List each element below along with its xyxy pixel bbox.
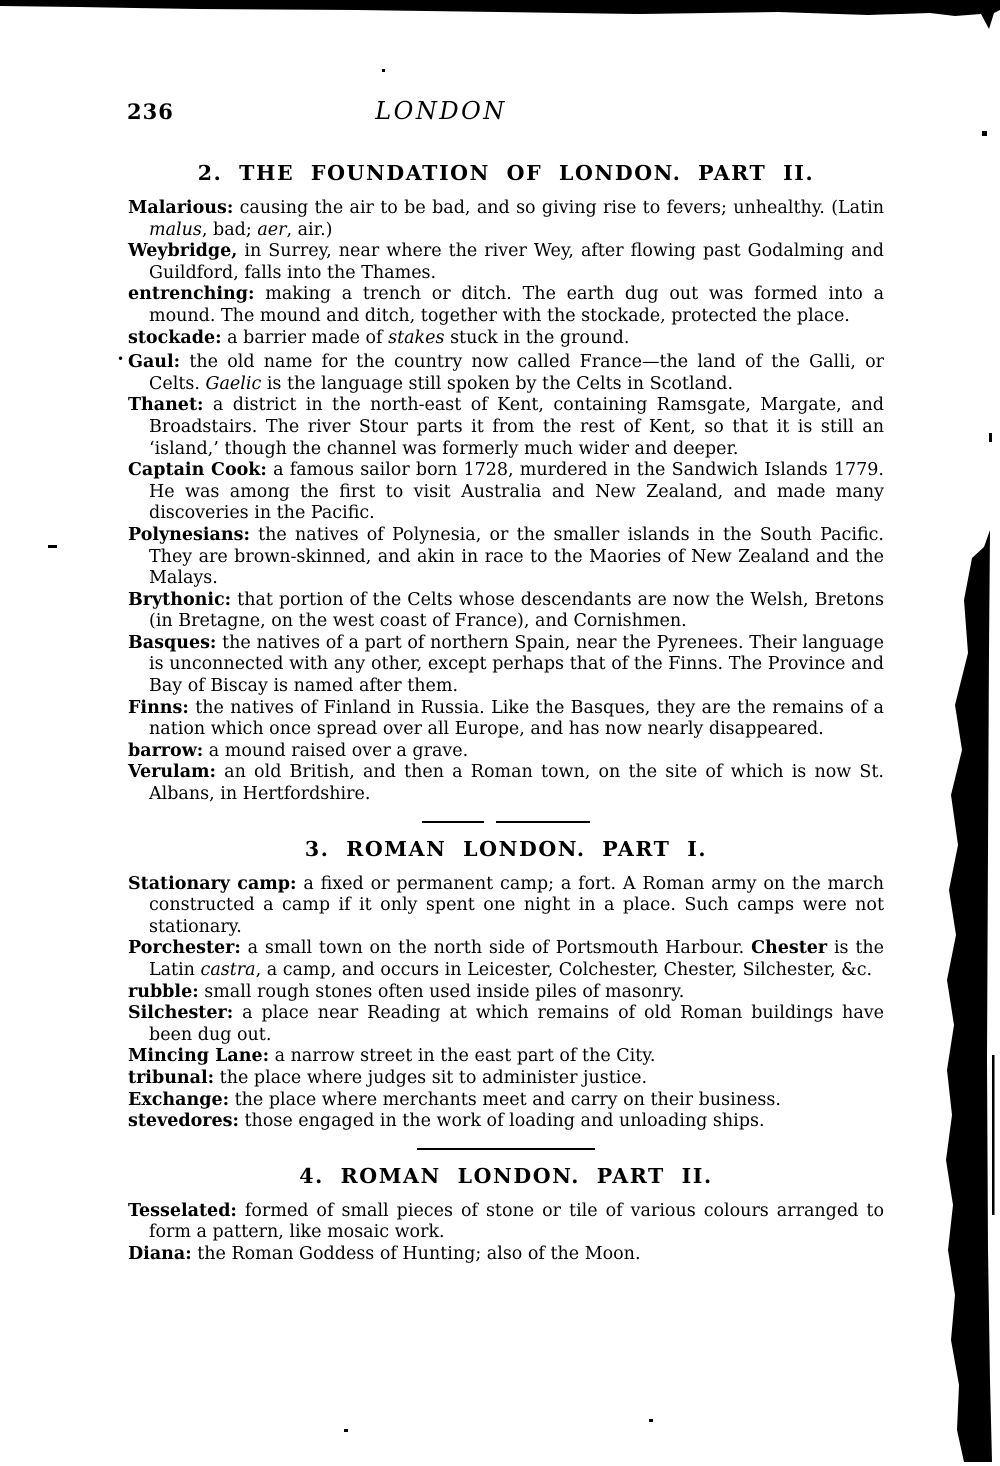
entry-text: the natives of Polynesia, or the smaller islands in the South Pacific. They are brown-skinned, and akin in race to the Maories of New Zealand and the Malays. (149, 524, 884, 589)
entry-text: a district in the north-east of Kent, containing Ramsgate, Margate, and Broadstairs. The river Stour parts it from the rest of Kent, so that it is still an ‘island,’ though the channel was formerly much wider and deeper. (149, 395, 884, 459)
entry-term: Silchester: (128, 1003, 234, 1024)
entry-term: Tesselated: (128, 1200, 237, 1221)
glossary-entry (128, 982, 884, 1004)
scan-speck (344, 1429, 348, 1432)
entry-term: rubble: (128, 981, 199, 1002)
scan-speck (48, 545, 57, 548)
glossary-entry (128, 525, 884, 590)
entry-text: a narrow street in the east part of the City. (269, 1046, 656, 1067)
section-heading: 3. ROMAN LONDON. PART I. (304, 836, 708, 861)
entry-text: the old name for the country now called France—the land of the Galli, or Celts. (149, 352, 884, 394)
glossary-entry (128, 938, 884, 981)
entry-text: , air.) (286, 219, 333, 240)
entry-text: a place near Reading at which remains of old Roman buildings have been dug out. (149, 1003, 884, 1045)
glossary-entry (128, 633, 884, 698)
glossary-entry (128, 1003, 884, 1046)
entry-text: an old British, and then a Roman town, on the site of which is now St. Albans, in Hertfordshire. (149, 762, 884, 805)
entry-term: Basques: (128, 632, 217, 653)
glossary-entry (128, 284, 884, 327)
entry-text: a barrier made of (221, 327, 389, 348)
glossary-entry (128, 590, 884, 633)
entry-term: Captain Cook: (128, 460, 267, 481)
scan-artifact-thin-line (992, 1055, 995, 1215)
glossary-entry (128, 1111, 884, 1133)
entry-text: , a camp, and occurs in Leicester, Colchester, Chester, Silchester, &c. (255, 960, 873, 980)
entry-term: Chester (751, 938, 828, 959)
entry-text: small rough stones often used inside piles of masonry. (198, 981, 685, 1002)
section-heading: 4. ROMAN LONDON. PART II. (299, 1163, 713, 1188)
glossary-entry (128, 198, 884, 241)
glossary-entry (128, 1068, 884, 1090)
entry-text: a mound raised over a grave. (203, 740, 469, 761)
entry-text: castra (200, 960, 256, 980)
entry-term: Mincing Lane: (128, 1046, 270, 1067)
glossary-entry (128, 460, 884, 525)
entry-text: causing the air to be bad, and so giving rise to fevers; unhealthy. (Latin (233, 198, 884, 218)
entry-term: Finns: (128, 697, 189, 718)
entry-term: Polynesians: (128, 524, 250, 545)
entry-text: those engaged in the work of loading and unloading ships. (238, 1111, 765, 1132)
glossary-entry (128, 698, 884, 741)
page-header (0, 97, 1000, 131)
scan-speck (649, 1419, 653, 1422)
entry-text: the Roman Goddess of Hunting; also of the Moon. (191, 1243, 641, 1264)
entry-term: barrow: (128, 740, 204, 761)
entry-text: in Surrey, near where the river Wey, after flowing past Godalming and Guildford, falls into the Thames. (149, 241, 884, 283)
entry-text: that portion of the Celts whose descendants are now the Welsh, Bretons (in Bretagne, on the west coast of France), and Cornishmen. (149, 589, 884, 632)
entry-text: a famous sailor born 1728, murdered in the Sandwich Islands 1779. He was among the first to visit Australia and New Zealand, and made many discoveries in the Pacific. (149, 460, 884, 524)
section-divider (422, 821, 590, 823)
entry-term: Brythonic: (128, 589, 232, 610)
entry-text: stuck in the ground. (444, 327, 630, 348)
scan-artifact-right-band (946, 530, 992, 1462)
entry-text: the place where merchants meet and carry on their business. (229, 1089, 781, 1110)
section-heading: 2. THE FOUNDATION OF LONDON. PART II. (197, 161, 815, 185)
entry-text: the natives of a part of northern Spain, near the Pyrenees. Their language is unconnected with any other, except perhaps that of the Finns. The Province and Bay of Biscay is named after them. (149, 632, 884, 697)
glossary-entry (128, 1201, 884, 1244)
entry-text: stakes (388, 327, 445, 348)
entry-text: a fixed or permanent camp; a fort. A Roman army on the march constructed a camp if it only spent one night in a place. Such camps were not stationary. (149, 873, 884, 937)
glossary-sections (117, 160, 884, 1266)
entry-term: Weybridge, (128, 241, 238, 262)
glossary-entry: • Gaul: the old name for the country now called France—the land of the Galli, or Celts. Gaelic is the language still spoken by the Celts in Scotland. (117, 352, 884, 394)
glossary-entry (128, 328, 884, 350)
entry-text: the place where judges sit to administer justice. (214, 1067, 648, 1088)
entry-text: formed of small pieces of stone or tile of various colours arranged to form a pattern, like mosaic work. (149, 1200, 884, 1243)
entry-text: making a trench or ditch. The earth dug out was formed into a mound. The mound and ditch, together with the stockade, protected the place. (149, 284, 884, 326)
entry-text: aer (257, 219, 287, 240)
entry-text: Gaelic (205, 373, 262, 394)
glossary-entry (128, 762, 884, 805)
entry-text: the natives of Finland in Russia. Like the Basques, they are the remains of a nation which once spread over all Europe, and has now nearly disappeared. (149, 697, 884, 740)
entry-text: malus (149, 219, 202, 240)
entry-term: Exchange: (128, 1089, 230, 1110)
scan-speck (989, 433, 992, 442)
page-number: 236 (127, 99, 174, 124)
running-title: LONDON (375, 97, 507, 125)
entry-term: Stationary camp: (128, 873, 297, 894)
entry-term: entrenching: (128, 284, 255, 305)
entry-text: is the language still spoken by the Celts in Scotland. (261, 373, 734, 394)
glossary-entry (128, 1244, 884, 1266)
entry-term: Verulam: (128, 762, 217, 783)
entry-term: Gaul: (128, 352, 181, 373)
entry-text: is the Latin (149, 938, 884, 980)
scan-speck (982, 131, 987, 136)
entry-term: Malarious: (128, 198, 234, 218)
glossary-entry (128, 1090, 884, 1112)
entry-text: a small town on the north side of Portsmouth Harbour. (240, 938, 752, 959)
glossary-entry (128, 241, 884, 284)
entry-term: Thanet: (128, 395, 204, 416)
glossary-entry (128, 1046, 884, 1068)
section-divider (417, 1148, 595, 1150)
glossary-entry (128, 395, 884, 460)
entry-term: tribunal: (128, 1067, 215, 1088)
entry-term: stevedores: (128, 1111, 239, 1132)
glossary-entry (128, 874, 884, 939)
entry-term: stockade: (128, 327, 222, 348)
entry-term: Diana: (128, 1243, 192, 1264)
scan-speck (382, 69, 385, 72)
glossary-entry (128, 741, 884, 763)
entry-term: Porchester: (128, 938, 241, 959)
entry-text: , bad; (201, 219, 258, 240)
scan-artifact-top-strip (0, 0, 1000, 29)
